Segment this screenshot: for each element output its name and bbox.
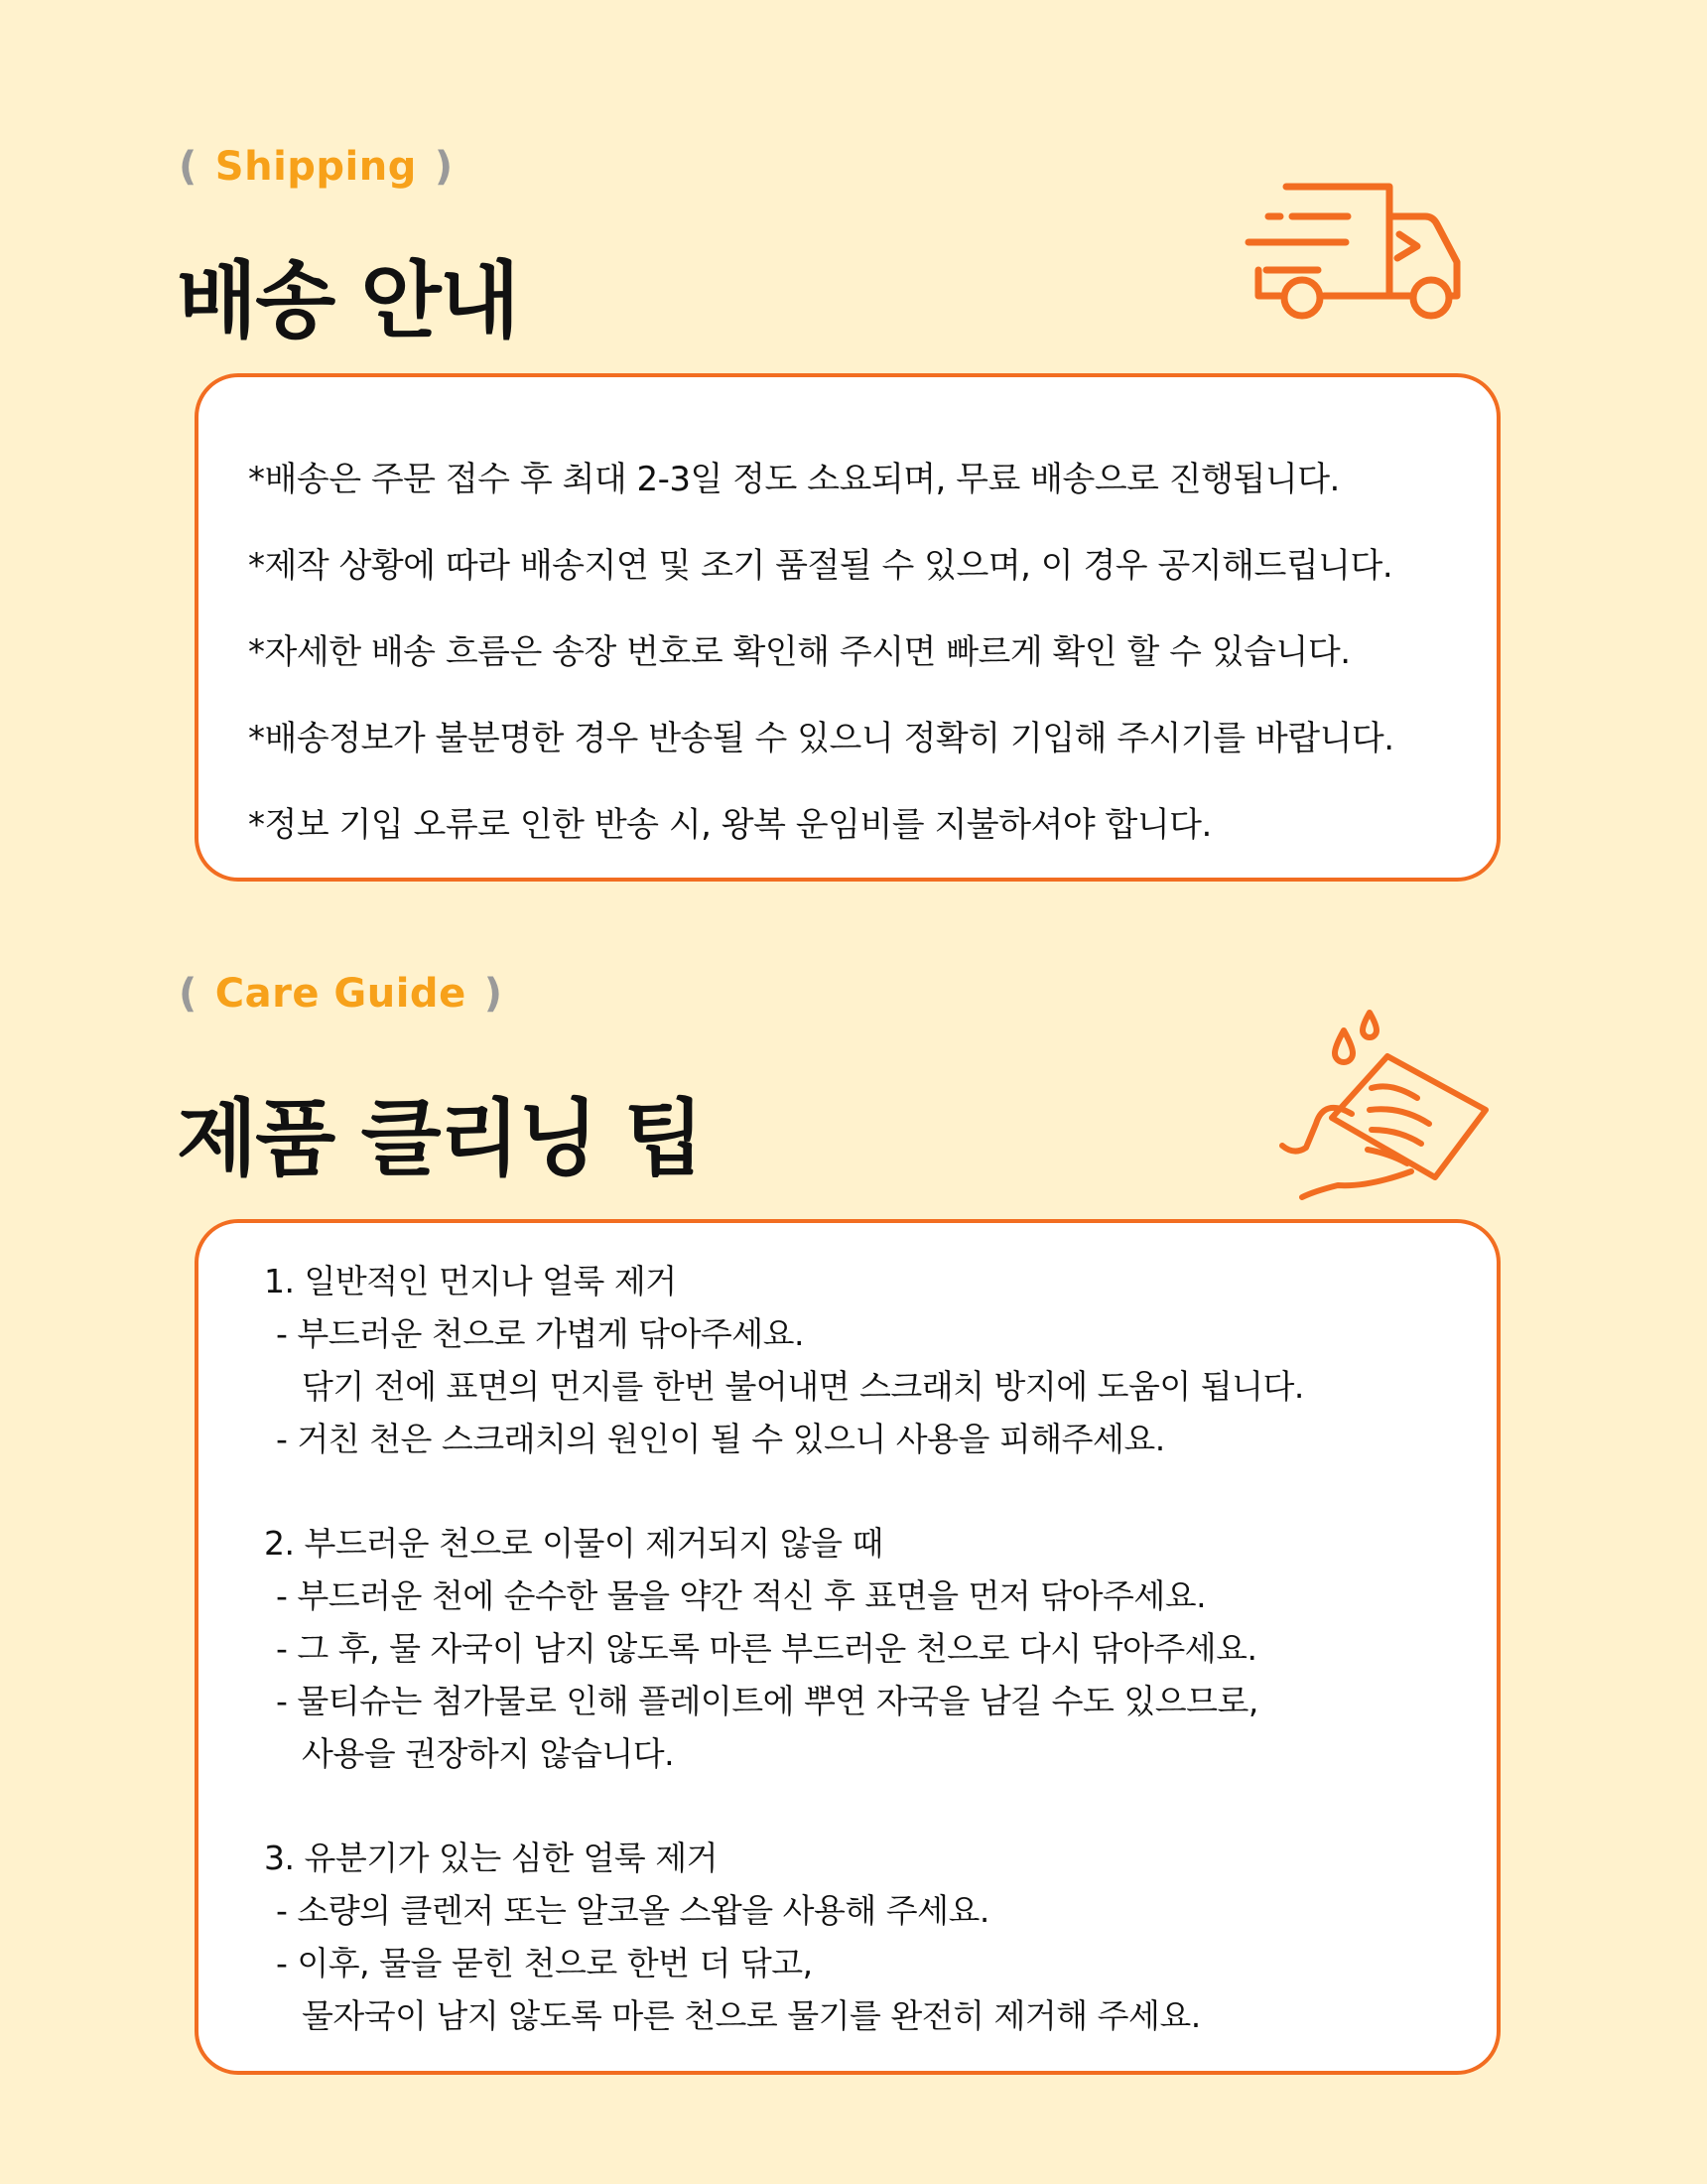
care-guide-card: [195, 1219, 1501, 2075]
care-section-heading: 1. 일반적인 먼지나 얼룩 제거: [264, 1262, 677, 1300]
care-item: 물자국이 남지 않도록 마른 천으로 물기를 완전히 제거해 주세요.: [302, 1996, 1201, 2035]
care-item: - 그 후, 물 자국이 남지 않도록 마른 부드러운 천으로 다시 닦아주세요.: [276, 1629, 1257, 1668]
shipping-line: *배송정보가 불분명한 경우 반송될 수 있으니 정확히 기입해 주시기를 바랍니다.: [248, 719, 1394, 758]
tag-close-bracket: ): [434, 144, 454, 190]
care-item: - 소량의 클렌저 또는 알코올 스왑을 사용해 주세요.: [276, 1891, 989, 1930]
care-section-3: [264, 1832, 1497, 2042]
shipping-line: *자세한 배송 흐름은 송장 번호로 확인해 주시면 빠르게 확인 할 수 있습니다.: [248, 632, 1351, 672]
shipping-info-card: [195, 373, 1501, 882]
shipping-section-tag: [179, 144, 454, 190]
tag-open-bracket: (: [179, 971, 197, 1017]
care-item: 닦기 전에 표면의 먼지를 한번 불어내면 스크래치 방지에 도움이 됩니다.: [302, 1367, 1304, 1406]
care-section-heading: 3. 유분기가 있는 심한 얼룩 제거: [264, 1839, 718, 1877]
care-item: - 부드러운 천에 순수한 물을 약간 적신 후 표면을 먼저 닦아주세요.: [276, 1576, 1207, 1615]
care-tag-label: Care Guide: [214, 971, 466, 1017]
shipping-line: *정보 기입 오류로 인한 반송 시, 왕복 운임비를 지불하셔야 합니다.: [248, 805, 1212, 845]
delivery-truck-icon: [1241, 175, 1465, 326]
tag-close-bracket: ): [483, 971, 503, 1017]
shipping-tag-label: Shipping: [214, 144, 417, 190]
hand-wiping-cloth-icon: [1272, 1007, 1493, 1205]
care-title: 제품 클리닝 팁: [177, 1090, 703, 1187]
shipping-title: 배송 안내: [177, 252, 518, 349]
care-item: - 거친 천은 스크래치의 원인이 될 수 있으니 사용을 피해주세요.: [276, 1420, 1165, 1458]
care-item: 사용을 권장하지 않습니다.: [302, 1734, 675, 1773]
shipping-line: *배송은 주문 접수 후 최대 2-3일 정도 소요되며, 무료 배송으로 진행됩니다.: [248, 460, 1340, 499]
tag-open-bracket: (: [179, 144, 197, 190]
care-item: - 이후, 물을 묻힌 천으로 한번 더 닦고,: [276, 1944, 813, 1982]
care-section-1: [264, 1255, 1497, 1465]
care-section-tag: [179, 971, 502, 1017]
care-section-2: [264, 1517, 1497, 1780]
shipping-line: *제작 상황에 따라 배송지연 및 조기 품절될 수 있으며, 이 경우 공지해드립니다.: [248, 546, 1393, 586]
care-section-heading: 2. 부드러운 천으로 이물이 제거되지 않을 때: [264, 1524, 883, 1563]
care-item: - 부드러운 천으로 가볍게 닦아주세요.: [276, 1314, 805, 1353]
care-item: - 물티슈는 첨가물로 인해 플레이트에 뿌연 자국을 남길 수도 있으므로,: [276, 1682, 1258, 1720]
